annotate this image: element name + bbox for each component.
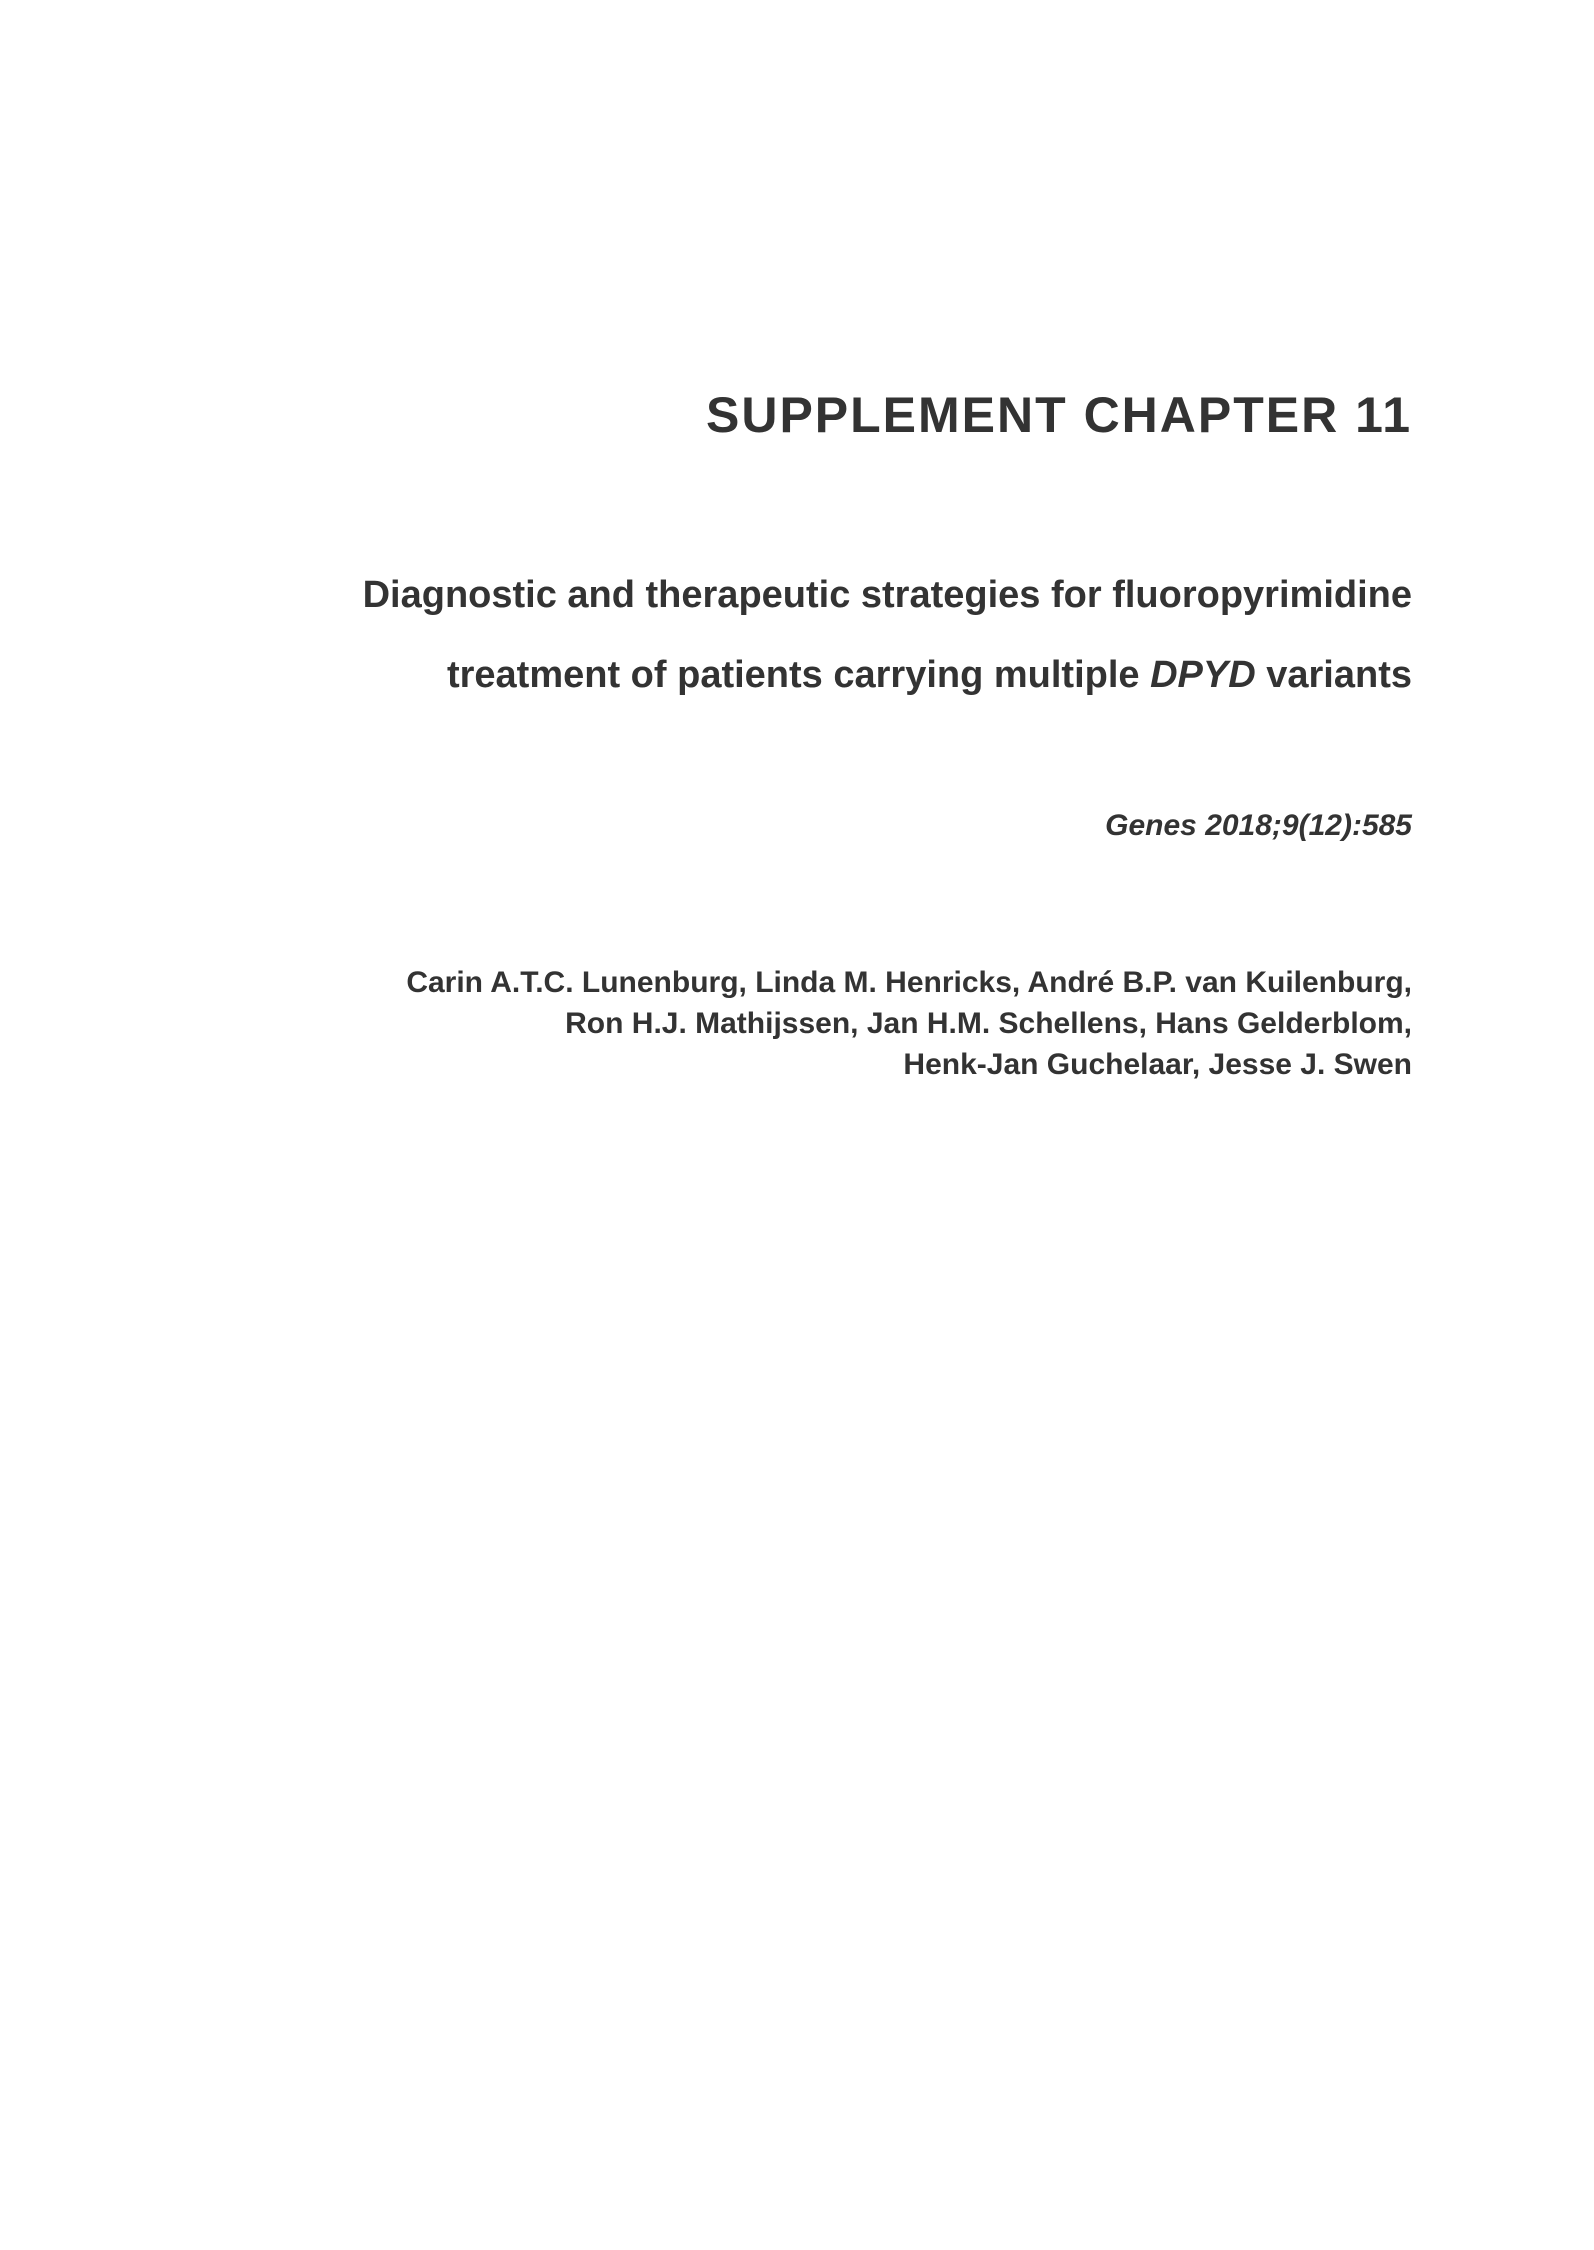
- gene-name: DPYD: [1150, 654, 1256, 696]
- paper-title: [363, 555, 1412, 715]
- title-line-2-end: variants: [1255, 654, 1412, 696]
- title-line-2: [363, 635, 1412, 715]
- title-line-1: Diagnostic and therapeutic strategies for fluoropyrimidine: [362, 574, 1412, 616]
- author-line-2: Ron H.J. Mathijssen, Jan H.M. Schellens, Hans Gelderblom,: [565, 1007, 1412, 1040]
- author-line-1: Carin A.T.C. Lunenburg, Linda M. Henricks, André B.P. van Kuilenburg,: [406, 966, 1412, 999]
- citation: Genes 2018;9(12):585: [1105, 809, 1412, 842]
- author-list: [406, 962, 1412, 1085]
- chapter-heading: SUPPLEMENT CHAPTER 11: [705, 387, 1412, 443]
- title-line-2-start: treatment of patients carrying multiple: [446, 654, 1151, 696]
- author-line-3: Henk-Jan Guchelaar, Jesse J. Swen: [903, 1048, 1412, 1081]
